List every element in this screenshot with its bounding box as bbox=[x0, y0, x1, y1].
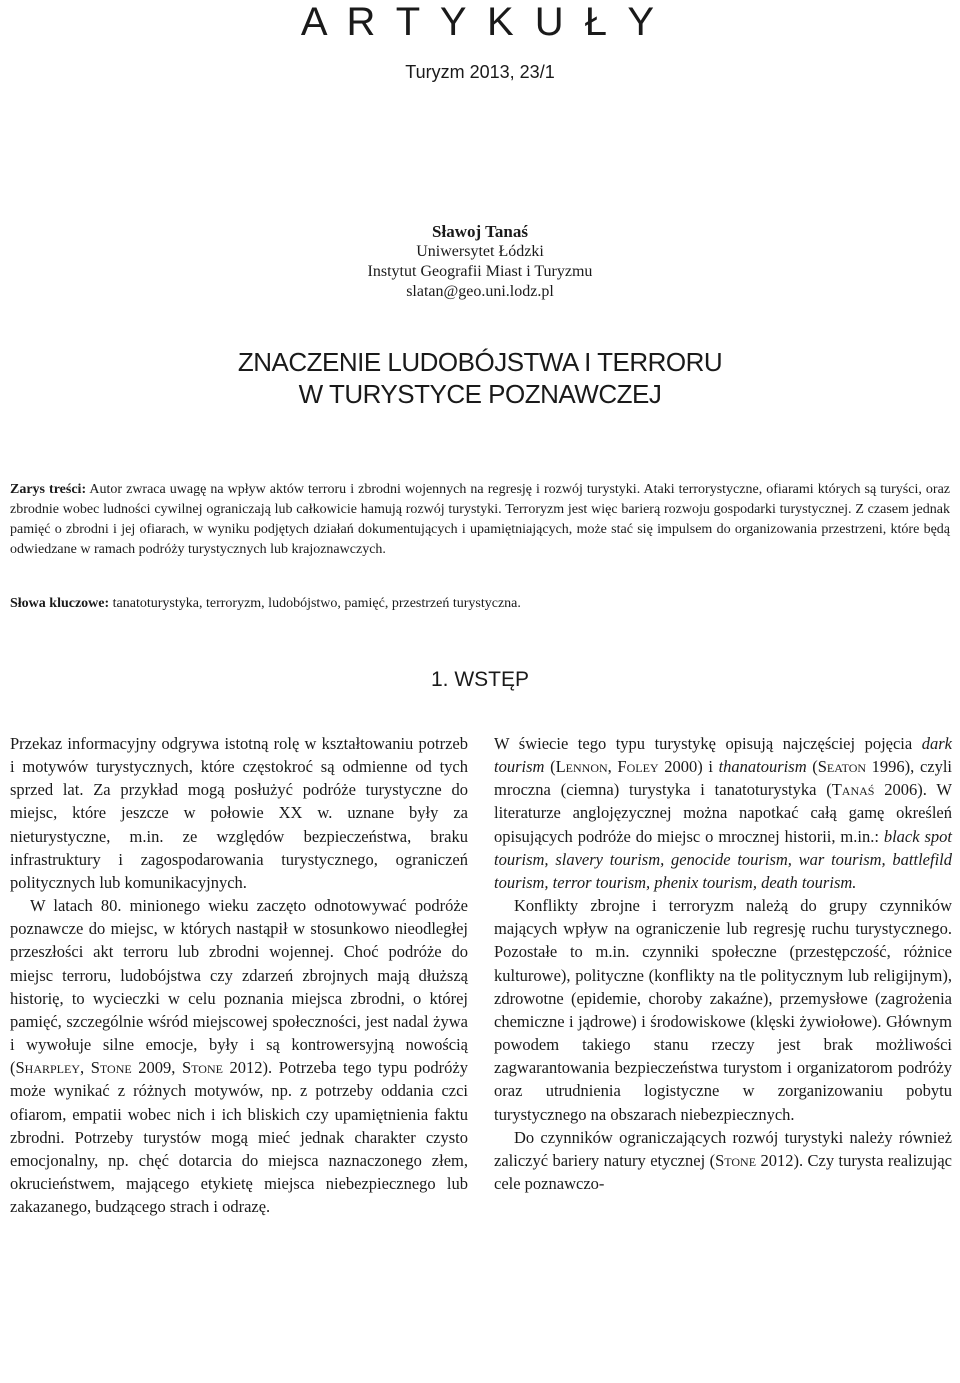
body-column-right bbox=[494, 732, 952, 1195]
paragraph: W latach 80. minionego wieku zaczęto odnotowywać podróże poznawcze do miejsc, w których nastąpił w stosunkowo nieodległej przeszłości akt terroru lub zbrodni wojennej. Choć podróże do miejsc terroru, ludobójstwa czy zdarzeń zbrojnych mają dłuższą historię, to wycieczki w celu poznania miejsca zbrodni, o której pamięć, szczególnie wśród miejscowej społeczności, jest nadal żywa i wywołuje silne emocje, były i są kontrowersyjną nowością (Sharpley, Stone 2009, Stone 2012). Potrzeba tego typu podróży może wynikać z różnych motywów, np. z potrzeby oddania czci ofiarom, empatii wobec nich i ich bliskich czy upamiętnienia faktu zbrodni. Potrzeby turystów mogą mieć jednak charakter czysto emocjonalny, np. chęć dotarcia do miejsca naznaczonego złem, okrucieństwem, mającego etykietę miejsca niebezpiecznego lub zakazanego, budzącego strach i odrazę. bbox=[10, 896, 469, 1217]
paragraph: W świecie tego typu turystykę opisują najczęściej pojęcia dark tourism (Lennon, Foley 2000) i thanatourism (Seaton 1996), czyli mroczna (ciemna) turystyka i tanatoturystyka (Tanaś 2006). W literaturze anglojęzycznej można napotkać całą gamę określeń opisujących podróże do miejsc o mrocznej historii, m.in.: black spot tourism, slavery tourism, genocide tourism, war tourism, battlefild tourism, terror tourism, phenix tourism, death tourism. bbox=[494, 734, 953, 892]
citation-author: Foley bbox=[617, 757, 659, 777]
section-label: A R T Y K U Ł Y bbox=[300, 0, 660, 44]
term: dark tourism bbox=[494, 734, 952, 777]
citation-author: Seaton bbox=[817, 757, 867, 777]
citation-author: Stone bbox=[715, 1150, 757, 1170]
citation-author: Stone bbox=[90, 1058, 132, 1078]
article-title-line-1: ZNACZENIE LUDOBÓJSTWA I TERRORU bbox=[237, 347, 723, 377]
journal-issue: Turyzm 2013, 23/1 bbox=[405, 62, 555, 82]
author-affiliation-institute: Instytut Geografii Miast i Turyzmu bbox=[367, 263, 593, 280]
author-email: slatan@geo.uni.lodz.pl bbox=[406, 283, 554, 300]
author-affiliation-university: Uniwersytet Łódzki bbox=[416, 243, 544, 260]
citation-author: Lennon bbox=[555, 757, 608, 777]
keywords-label: Słowa kluczowe: bbox=[10, 596, 110, 611]
citation-author: Tanaś bbox=[831, 780, 875, 800]
term: thanatourism bbox=[718, 757, 807, 777]
keywords-text: tanatoturystyka, terroryzm, ludobójstwo, pamięć, przestrzeń turystyczna. bbox=[112, 596, 521, 611]
abstract-text: Autor zwraca uwagę na wpływ aktów terroru i zbrodni wojennych na regresję i rozwój turystyki. Ataki terrorystyczne, ofiarami których są turyści, oraz zbrodnie wobec ludności cywilnej ograniczają lub całkowicie hamują rozwój turystyki. Terroryzm jest więc barierą rozwoju gospodarki turystycznej. Z czasem jednak pamięć o zbrodni i jej ofiarach, w wyniku podjętych działań dokumentujących i upamiętniających, może stać się impulsem do organizowania przestrzeni, które będą odwiedzane w ramach podróży turystycznych lub krajoznawczych. bbox=[10, 482, 950, 557]
section-heading: 1. WSTĘP bbox=[430, 668, 530, 691]
paragraph: Do czynników ograniczających rozwój turystyki należy również zaliczyć bariery natury etycznej (Stone 2012). Czy turysta realizując cele poznawczo- bbox=[494, 1127, 952, 1193]
citation-author: Sharpley bbox=[15, 1058, 81, 1078]
paragraph: Przekaz informacyjny odgrywa istotną rolę w kształtowaniu potrzeb i motywów turystycznych, które częstokroć są odmienne od tych sprzed lat. Za przykład mogą posłużyć podróże turystyczne do miejsc, które jeszcze w połowie XX w. uznane były za nieturystyczne, m.in. ze względów bezpieczeństwa, braku infrastruktury i zagospodarowania turystycznego, ograniczeń politycznych lub komunikacyjnych. bbox=[10, 734, 468, 892]
citation-author: Stone bbox=[181, 1058, 223, 1078]
author-block bbox=[0, 222, 960, 302]
author-name: Sławoj Tanaś bbox=[432, 222, 528, 241]
abstract bbox=[10, 480, 950, 560]
abstract-label: Zarys treści: bbox=[10, 482, 87, 497]
body-column-left bbox=[10, 732, 468, 1218]
term-list: black spot tourism, slavery tourism, genocide tourism, war tourism, battlefild tourism, terror tourism, phenix tourism, death tourism. bbox=[494, 826, 952, 892]
keywords bbox=[10, 594, 950, 614]
article-title bbox=[0, 346, 960, 410]
paragraph: Konflikty zbrojne i terroryzm należą do grupy czynników mających wpływ na ograniczenie lub regresję ruchu turystycznego. Pozostałe to m.in. czynniki społeczne (przestępczość, różnice kulturowe), polityczne (konflikty na tle politycznym lub religijnym), zdrowotne (epidemie, choroby zakaźne), przemysłowe (zagrożenia chemiczne i jądrowe) i środowiskowe (klęski żywiołowe). Głównym powodem takiego stanu rzeczy jest brak możliwości zagwarantowania bezpieczeństwa turystom i organizatorom podróży oraz utrudnienia logistyczne w zorganizowaniu pobytu turystycznego na obszarach niebezpiecznych. bbox=[494, 896, 952, 1124]
article-title-line-2: W TURYSTYCE POZNAWCZEJ bbox=[298, 379, 662, 409]
